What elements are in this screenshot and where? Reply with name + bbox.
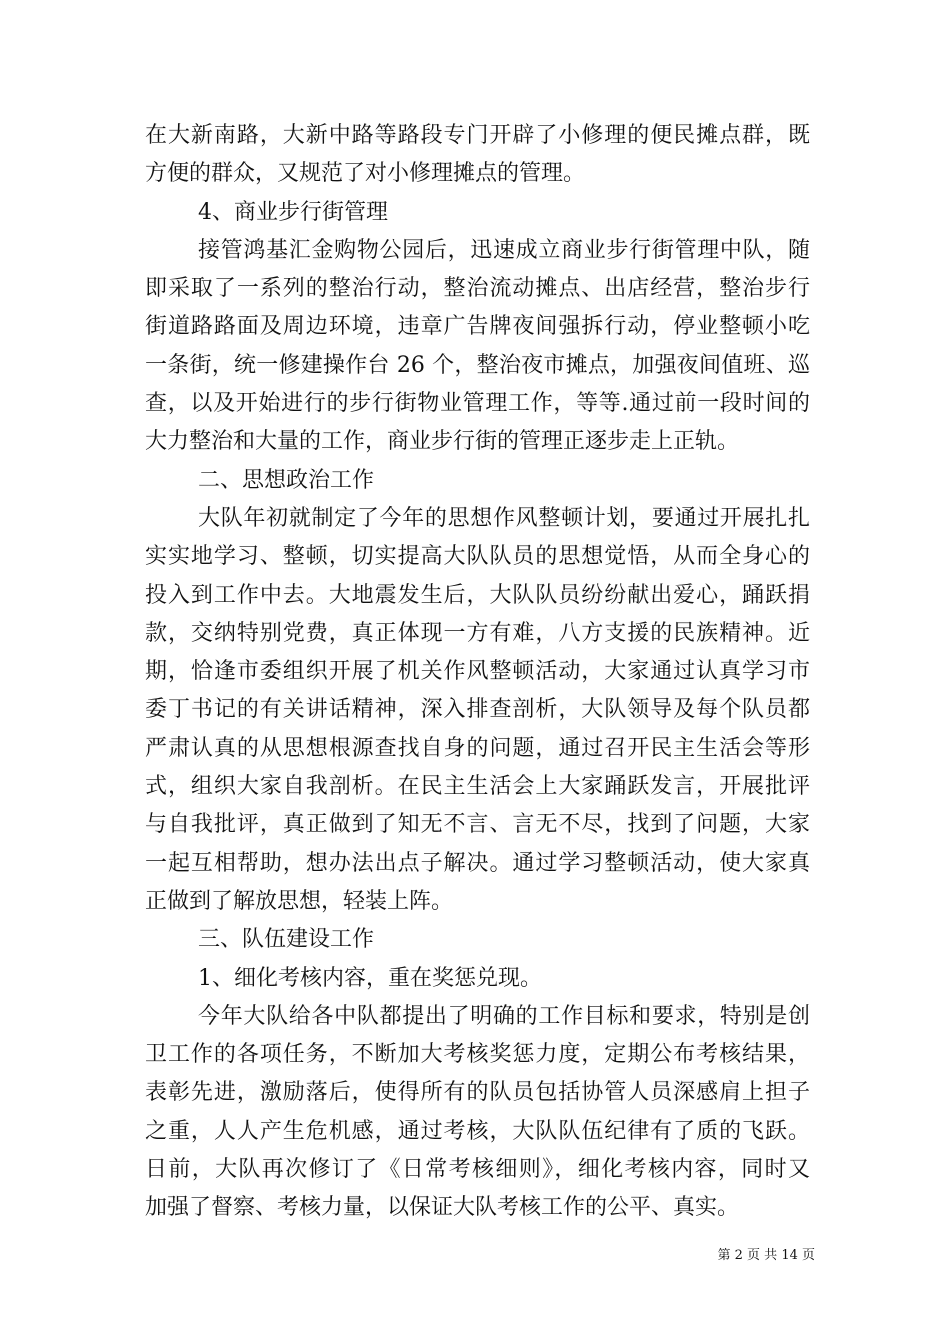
text-line: 大力整治和大量的工作，商业步行街的管理正逐步走上正轨。 [145, 429, 740, 455]
text-line: 投入到工作中去。大地震发生后，大队队员纷纷献出爱心，踊跃捐 [145, 582, 810, 608]
text-line: 接管鸿基汇金购物公园后，迅速成立商业步行街管理中队，随 [198, 237, 810, 263]
text-line: 严肃认真的从思想根源查找自身的问题，通过召开民主生活会等形 [145, 735, 810, 761]
text-line: 款，交纳特别党费，真正体现一方有难，八方支援的民族精神。近 [145, 620, 810, 646]
text-line: 4、商业步行街管理 [198, 199, 388, 225]
text-line: 在大新南路，大新中路等路段专门开辟了小修理的便民摊点群，既 [145, 123, 810, 148]
text-line: 期，恰逢市委组织开展了机关作风整顿活动，大家通过认真学习市 [145, 659, 810, 685]
text-line: 方便的群众，又规范了对小修理摊点的管理。 [145, 161, 586, 187]
text-line: 委丁书记的有关讲话精神，深入排查剖析，大队领导及每个队员都 [145, 697, 810, 723]
text-line: 即采取了一系列的整治行动，整治流动摊点、出店经营，整治步行 [145, 276, 810, 302]
text-line: 1、细化考核内容，重在奖惩兑现。 [198, 965, 542, 991]
text-line: 实实地学习、整顿，切实提高大队队员的思想觉悟，从而全身心的 [145, 544, 810, 570]
text-line: 之重，人人产生危机感，通过考核，大队队伍纪律有了质的飞跃。 [145, 1118, 810, 1144]
text-line: 表彰先进，激励落后，使得所有的队员包括协管人员深感肩上担子 [145, 1080, 810, 1106]
text-line: 一起互相帮助，想办法出点子解决。通过学习整顿活动，使大家真 [145, 850, 810, 876]
text-line: 正做到了解放思想，轻装上阵。 [145, 888, 454, 914]
text-line: 查，以及开始进行的步行街物业管理工作，等等.通过前一段时间的 [145, 391, 810, 417]
text-line: 今年大队给各中队都提出了明确的工作目标和要求，特别是创 [198, 1003, 810, 1029]
page-number-footer: 第 2 页 共 14 页 [717, 1248, 815, 1263]
text-line: 一条街，统一修建操作台 26 个，整治夜市摊点，加强夜间值班、巡 [145, 352, 810, 378]
text-line: 日前，大队再次修订了《日常考核细则》，细化考核内容，同时又 [145, 1157, 810, 1183]
text-line: 式，组织大家自我剖析。在民主生活会上大家踊跃发言，开展批评 [145, 774, 810, 800]
text-line: 三、队伍建设工作 [198, 927, 375, 953]
document-body [145, 117, 810, 1228]
text-line: 街道路路面及周边环境，违章广告牌夜间强拆行动，停业整顿小吃 [145, 314, 810, 340]
text-line: 与自我批评，真正做到了知无不言、言无不尽，找到了问题，大家 [145, 812, 810, 838]
text-line: 卫工作的各项任务，不断加大考核奖惩力度，定期公布考核结果， [145, 1042, 810, 1068]
text-line: 二、思想政治工作 [198, 467, 375, 493]
text-line: 大队年初就制定了今年的思想作风整顿计划，要通过开展扎扎 [198, 505, 810, 531]
text-line: 加强了督察、考核力量，以保证大队考核工作的公平、真实。 [145, 1195, 740, 1221]
